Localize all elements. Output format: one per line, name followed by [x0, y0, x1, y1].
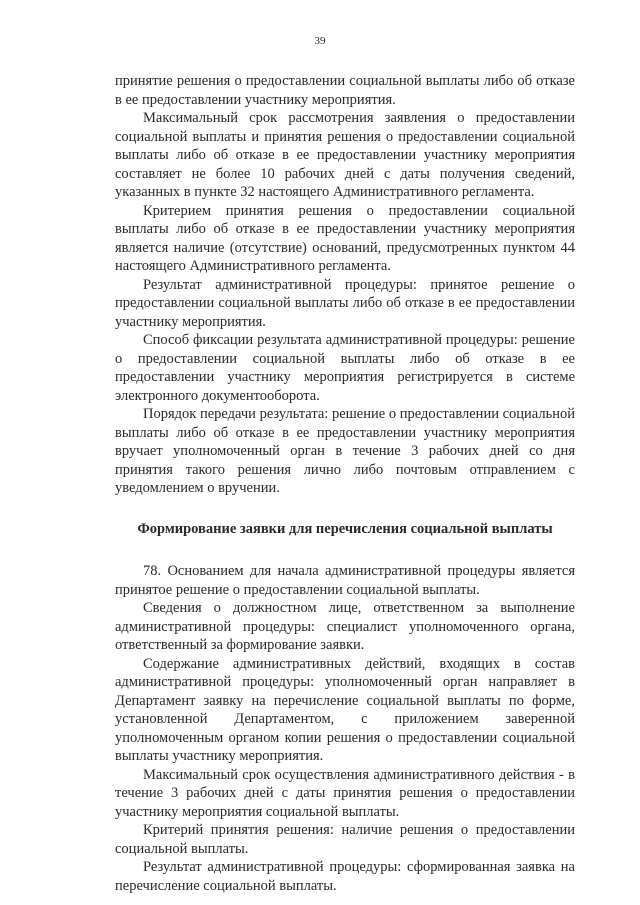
paragraph: Максимальный срок осуществления административного действия - в течение 3 рабочих дней с даты принятия решения о предоставлении участнику мероприятия социальной выплаты. — [115, 766, 575, 820]
paragraph: Сведения о должностном лице, ответственном за выполнение административной процедуры: специалист уполномоченного органа, ответственный за формирование заявки. — [115, 600, 575, 653]
paragraph: Способ фиксации результата административной процедуры: решение о предоставлении социальной выплаты либо об отказе в ее предоставлении участнику мероприятия регистрируется в системе электронного документооборота. — [115, 332, 575, 404]
paragraph: 78. Основанием для начала административной процедуры является принятое решение о предоставлении социальной выплаты. — [115, 563, 575, 598]
paragraph: Содержание административных действий, входящих в состав административной процедуры: уполномоченный орган направляет в Департамент заявку на перечисление социальной выплаты по форме, установленной Департаментом, с приложением заверенной уполномоченным органом копии решения о предоставлении социальной выплаты участнику мероприятия. — [115, 655, 575, 764]
paragraph: принятие решения о предоставлении социальной выплаты либо об отказе в ее предоставлении участнику мероприятия. — [115, 73, 575, 108]
page-number: 39 — [314, 35, 326, 47]
section-heading: Формирование заявки для перечисления социальной выплаты — [137, 520, 553, 537]
document-body — [115, 72, 575, 895]
paragraph: Максимальный срок рассмотрения заявления о предоставлении социальной выплаты и принятия решения о предоставлении социальной выплаты либо об отказе в ее предоставлении участнику мероприятия составляет не более 10 рабочих дней с даты получения сведений, указанных в пункте 32 настоящего Административного регламента. — [115, 110, 575, 200]
paragraph: Порядок передачи результата: решение о предоставлении социальной выплаты либо об отказе в ее предоставлении участнику мероприятия вручает уполномоченный орган в течение 3 рабочих дней со дня принятия такого решения лично либо почтовым отправлением с уведомлением о вручении. — [115, 406, 575, 496]
paragraph: Критерий принятия решения: наличие решения о предоставлении социальной выплаты. — [115, 822, 575, 857]
paragraph: Критерием принятия решения о предоставлении социальной выплаты либо об отказе в ее предоставлении участнику мероприятия является наличие (отсутствие) оснований, предусмотренных пунктом 44 настоящего Административного регламента. — [115, 202, 575, 274]
paragraph: Результат административной процедуры: принятое решение о предоставлении социальной выплаты либо об отказе в ее предоставлении участнику мероприятия. — [115, 276, 575, 330]
paragraph: Результат административной процедуры: сформированная заявка на перечисление социальной выплаты. — [115, 859, 575, 894]
